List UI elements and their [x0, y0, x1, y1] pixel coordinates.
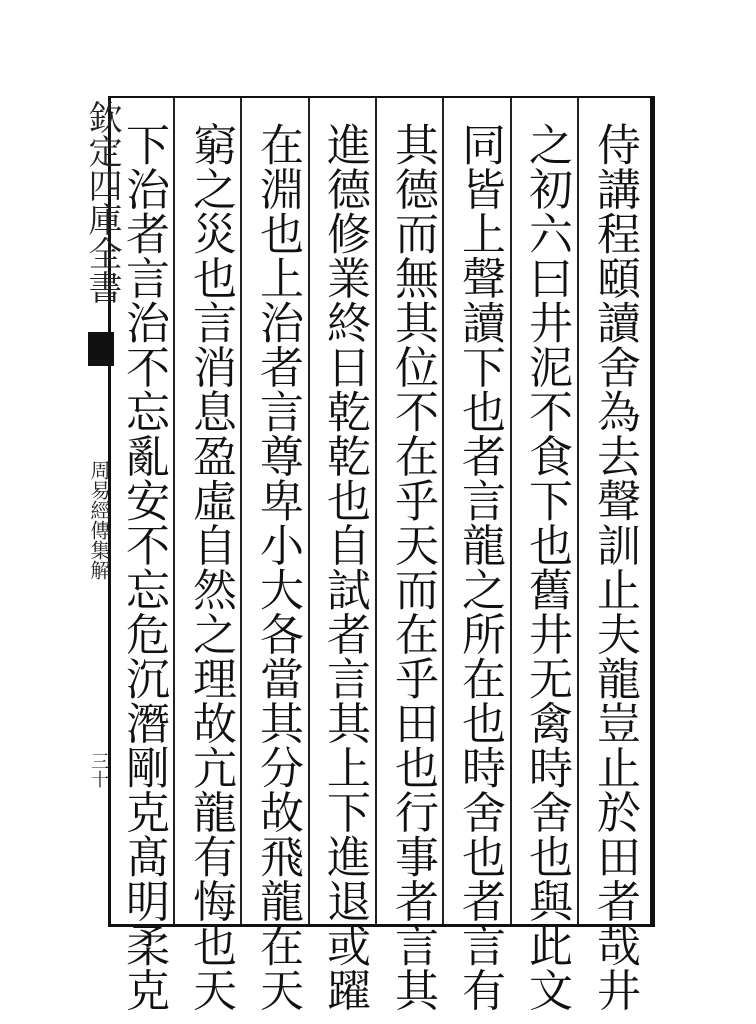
column-rule — [510, 98, 512, 924]
fishtail-mark — [88, 332, 114, 366]
margin-book-title: 欽定四庫全書 — [82, 100, 122, 304]
text-column-4: 其德而無其位不在乎天而在乎田也行事者言其 — [387, 122, 438, 1012]
column-rule — [375, 98, 377, 924]
margin-page-number: 三十 — [88, 752, 109, 788]
text-column-6: 在淵也上治者言尊卑小大各當其分故飛龍在天 — [252, 122, 303, 1012]
text-column-2: 之初六曰井泥不食下也舊井无禽時舍也與此文 — [521, 122, 572, 1012]
text-column-3: 同皆上聲讀下也者言龍之所在也時舍也者言有 — [454, 122, 505, 1012]
frame-right — [650, 96, 655, 927]
text-column-1: 侍講程頤讀舍為去聲訓止夫龍豈止於田者哉井 — [589, 122, 640, 1012]
text-column-7: 窮之災也言消息盈虛自然之理故亢龍有悔也天 — [185, 122, 236, 1012]
text-column-8: 下治者言治不忘亂安不忘危沉潛剛克髙明柔克 — [118, 122, 169, 1012]
column-rule — [240, 98, 242, 924]
column-rule — [442, 98, 444, 924]
margin-section-title: 周易經傳集解 — [87, 460, 111, 580]
column-rule — [308, 98, 310, 924]
text-column-5: 進德修業終日乾乾也自試者言其上下進退或躍 — [319, 122, 370, 1012]
frame-top — [108, 96, 654, 98]
column-rule — [173, 98, 175, 924]
column-rule — [577, 98, 579, 924]
